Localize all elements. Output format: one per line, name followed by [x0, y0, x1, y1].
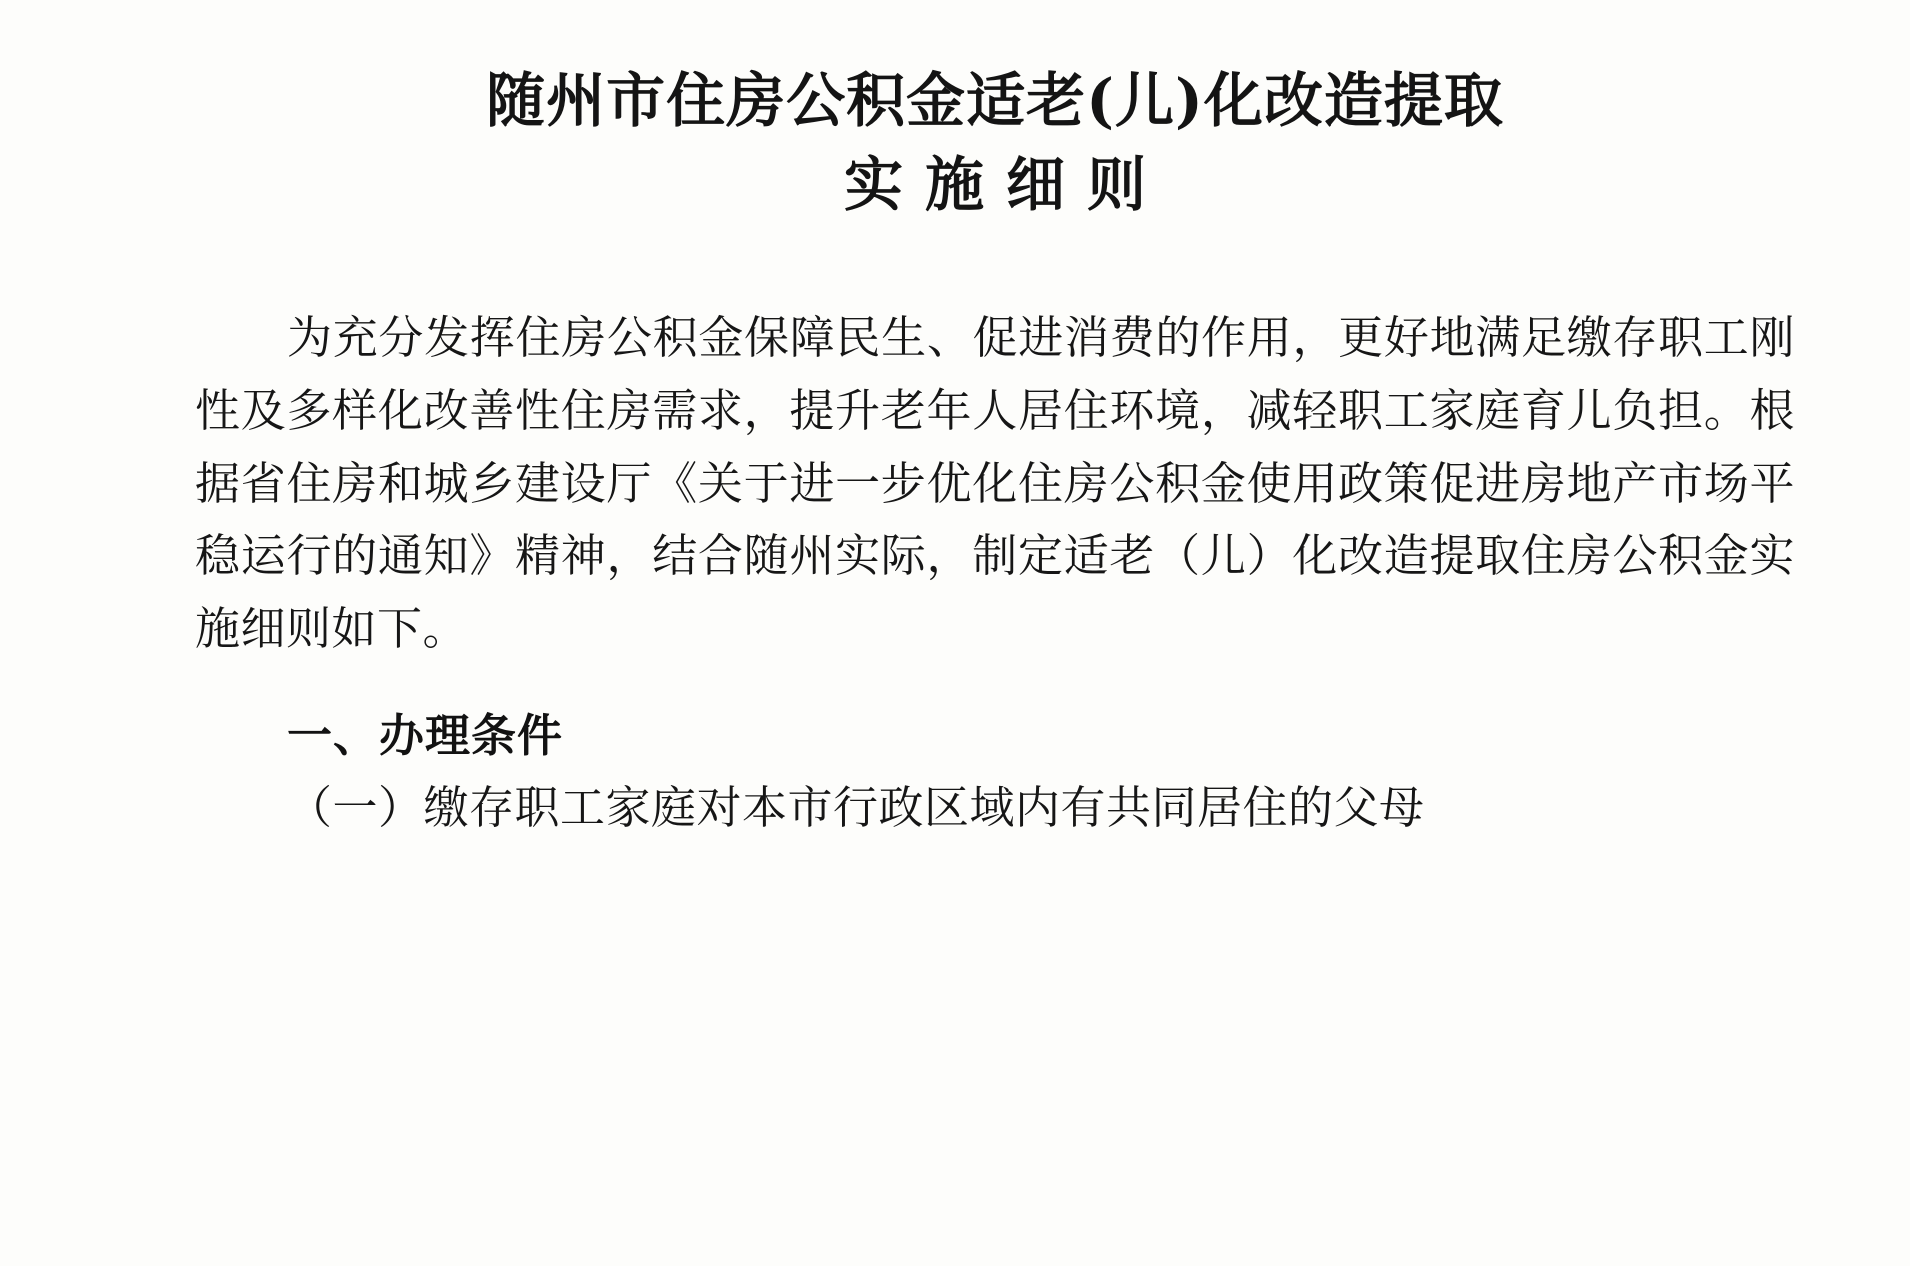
document-body — [195, 0, 1795, 832]
page-title: 随州市住房公积金适老(儿)化改造提取 — [486, 66, 1504, 135]
section-heading-conditions: 一、办理条件 — [287, 709, 564, 763]
intro-paragraph: 为充分发挥住房公积金保障民生、促进消费的作用，更好地满足缴存职工刚性及多样化改善性住房需求，提升老年人居住环境，减轻职工家庭育儿负担。根据省住房和城乡建设厅《关于进一步优化住房公积金使用政策促进房地产市场平稳运行的通知》精神，结合随州实际，制定适老（儿）化改造提取住房公积金实施细则如下。 — [195, 310, 1795, 656]
section-item-one: （一）缴存职工家庭对本市行政区域内有共同居住的父母 — [287, 781, 1425, 833]
title-spacer — [195, 224, 1795, 302]
page-title-line-2: 实施细则 — [843, 149, 1168, 219]
paragraph-spacer — [195, 666, 1795, 700]
